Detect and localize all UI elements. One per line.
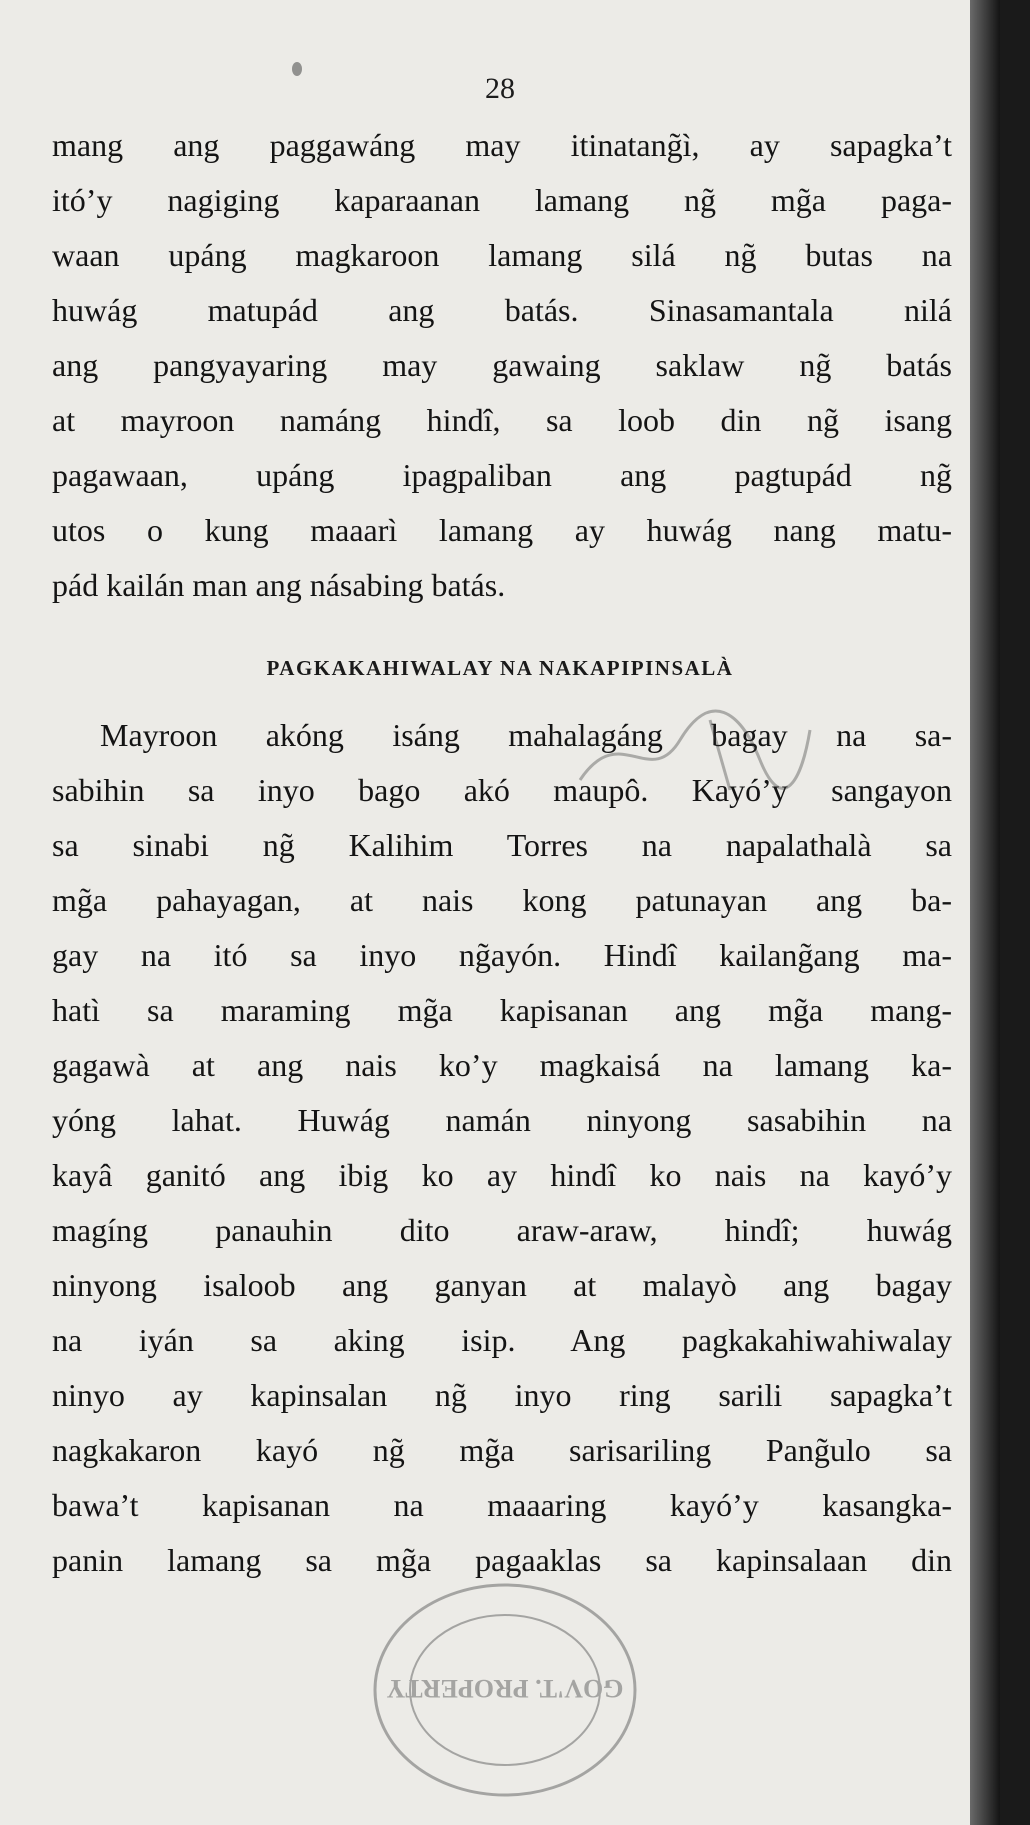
pencil-scribble — [560, 700, 820, 810]
text-line: ninyong isaloob ang ganyan at malayò ang bagay — [52, 1267, 952, 1303]
binding-edge — [970, 0, 1000, 1825]
paragraph-1 — [52, 118, 952, 613]
text-line: magíng panauhin dito araw-araw, hindî; huwág — [52, 1212, 952, 1248]
text-line: sa sinabi ng̃ Kalihim Torres na napalathalà sa — [52, 827, 952, 863]
text-line: ninyo ay kapinsalan ng̃ inyo ring sarili sapagka’t — [52, 1377, 952, 1413]
text-line: panin lamang sa mg̃a pagaaklas sa kapinsalaan din — [52, 1542, 952, 1578]
text-line: pagawaan, upáng ipagpaliban ang pagtupád ng̃ — [52, 457, 952, 493]
text-line: huwág matupád ang batás. Sinasamantala nilá — [52, 292, 952, 328]
stamp-text: GOV'T. PROPERTY — [386, 1674, 624, 1703]
text-line: at mayroon namáng hindî, sa loob din ng̃ isang — [52, 402, 952, 438]
text-line: gagawà at ang nais ko’y magkaisá na lamang ka- — [52, 1047, 952, 1083]
page-number: 28 — [485, 72, 515, 105]
section-heading: PAGKAKAHIWALAY NA NAKAPIPINSALÀ — [266, 656, 734, 680]
text-line: Mayroon akóng isáng mahalagáng bagay na sa- — [100, 717, 952, 753]
paragraph-2 — [52, 708, 952, 1588]
text-line: sabihin sa inyo bago akó maupô. Kayó’y sangayon — [52, 772, 952, 808]
text-line: ang pangyayaring may gawaing saklaw ng̃ batás — [52, 347, 952, 383]
text-line: yóng lahat. Huwág namán ninyong sasabihin na — [52, 1102, 952, 1138]
text-line: itó’y nagiging kaparaanan lamang ng̃ mg̃a paga- — [52, 182, 952, 218]
text-line: pád kailán man ang násabing batás. — [52, 567, 506, 603]
text-line: bawa’t kapisanan na maaaring kayó’y kasangka- — [52, 1487, 952, 1523]
text-line: mang ang paggawáng may itinatang̃ì, ay sapagka’t — [52, 127, 952, 163]
text-line: utos o kung maaarì lamang ay huwág nang matu- — [52, 512, 952, 548]
library-stamp — [360, 1565, 650, 1815]
text-line: hatì sa maraming mg̃a kapisanan ang mg̃a mang- — [52, 992, 952, 1028]
text-line: waan upáng magkaroon lamang silá ng̃ butas na — [52, 237, 952, 273]
text-line: nagkakaron kayó ng̃ mg̃a sarisariling Pang̃ulo sa — [52, 1432, 952, 1468]
text-line: na iyán sa aking isip. Ang pagkakahiwahiwalay — [52, 1322, 952, 1358]
text-line: kayâ ganitó ang ibig ko ay hindî ko nais na kayó’y — [52, 1157, 952, 1193]
text-line: gay na itó sa inyo ng̃ayón. Hindî kailang̃ang ma- — [52, 937, 952, 973]
text-line: mg̃a pahayagan, at nais kong patunayan ang ba- — [52, 882, 952, 918]
